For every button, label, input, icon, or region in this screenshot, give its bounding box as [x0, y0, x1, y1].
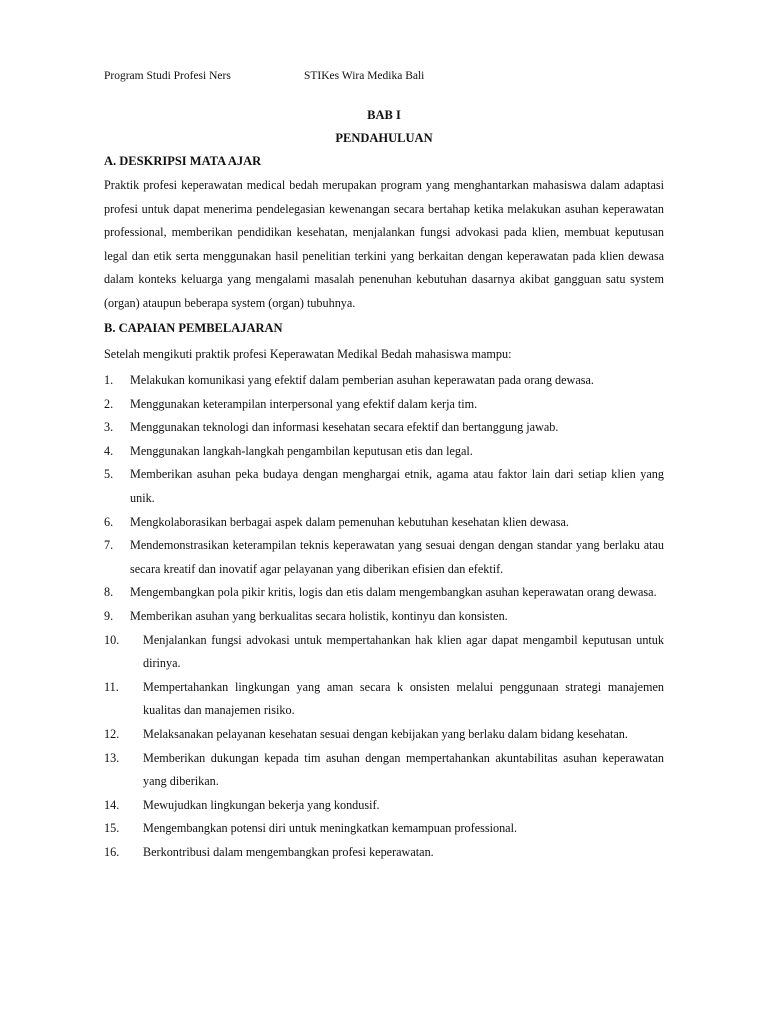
list-item	[104, 676, 664, 723]
list-item-text: Memberikan dukungan kepada tim asuhan dengan mempertahankan akuntabilitas asuhan keperawatan yang diberikan.	[143, 750, 664, 789]
list-item-text: Mendemonstrasikan keterampilan teknis keperawatan yang sesuai dengan dengan standar yang berlaku atau secara kreatif dan inovatif agar pelayanan yang diberikan efisien dan efektif.	[130, 538, 664, 576]
list-item-number: 7.	[104, 538, 114, 553]
header-program: Program Studi Profesi Ners	[104, 70, 231, 82]
list-item	[104, 841, 664, 865]
list-item-number: 6.	[104, 514, 114, 529]
chapter-title: PENDAHULUAN	[335, 131, 433, 145]
list-item-text: Melakukan komunikasi yang efektif dalam pemberian asuhan keperawatan pada orang dewasa.	[130, 373, 594, 387]
list-item-text: Mengkolaborasikan berbagai aspek dalam pemenuhan kebutuhan kesehatan klien dewasa.	[130, 514, 569, 529]
list-item-text: Mengembangkan potensi diri untuk meningkatkan kemampuan professional.	[143, 821, 518, 836]
list-item-number: 4.	[104, 443, 114, 458]
list-item-text: Berkontribusi dalam mengembangkan profesi keperawatan.	[143, 844, 434, 859]
list-item-number: 12.	[104, 726, 120, 741]
list-item-number: 2.	[104, 396, 114, 411]
list-item	[104, 369, 664, 393]
list-item-number: 16.	[104, 844, 120, 859]
list-item	[104, 534, 664, 581]
list-item	[104, 463, 664, 510]
list-item-text: Memberikan asuhan peka budaya dengan menghargai etnik, agama atau faktor lain dari setiap klien yang unik.	[130, 467, 664, 505]
list-item-text: Memberikan asuhan yang berkualitas secara holistik, kontinyu dan konsisten.	[130, 608, 508, 623]
section-b-intro: Setelah mengikuti praktik profesi Keperawatan Medikal Bedah mahasiswa mampu:	[104, 347, 512, 361]
list-item-text: Menjalankan fungsi advokasi untuk mempertahankan hak klien agar dapat mengambil keputusan untuk dirinya.	[143, 632, 664, 671]
list-item	[104, 511, 664, 535]
list-item-number: 3.	[104, 420, 114, 435]
list-item-number: 13.	[104, 750, 120, 765]
list-item-text: Menggunakan teknologi dan informasi kesehatan secara efektif dan bertanggung jawab.	[130, 420, 559, 435]
list-item-number: 1.	[104, 373, 114, 387]
list-item-number: 14.	[104, 797, 120, 812]
list-item-number: 5.	[104, 467, 114, 482]
section-b-heading: B. CAPAIAN PEMBELAJARAN	[104, 321, 283, 335]
list-item	[104, 723, 664, 747]
list-item	[104, 440, 664, 464]
list-item-text: Melaksanakan pelayanan kesehatan sesuai dengan kebijakan yang berlaku dalam bidang kesehatan.	[143, 726, 628, 741]
list-item-text: Menggunakan langkah-langkah pengambilan keputusan etis dan legal.	[130, 443, 473, 458]
list-item-number: 11.	[104, 679, 119, 694]
list-item-text: Mengembangkan pola pikir kritis, logis dan etis dalam mengembangkan asuhan keperawatan orang dewasa.	[130, 585, 657, 600]
list-item-number: 8.	[104, 585, 114, 600]
section-a-paragraph: Praktik profesi keperawatan medical bedah merupakan program yang menghantarkan mahasiswa dalam adaptasi profesi untuk dapat menerima pendelegasian kewenangan secara bertahap ketika melakukan asuhan keperawatan professional, memberikan pendidikan kesehatan, menjalankan fungsi advokasi pada klien, membuat keputusan legal dan etik serta menggunakan hasil penelitian terkini yang berkaitan dengan keperawatan pada klien dewasa dalam konteks keluarga yang mengalami masalah penenuhan kebutuhan dasarnya akibat gangguan satu system (organ) ataupun beberapa system (organ) tubuhnya.	[104, 178, 664, 310]
list-item	[104, 393, 664, 417]
list-item	[104, 817, 664, 841]
list-item-text: Mewujudkan lingkungan bekerja yang kondusif.	[143, 797, 380, 812]
section-a-heading: A. DESKRIPSI MATA AJAR	[104, 154, 262, 168]
list-item-number: 9.	[104, 608, 114, 623]
list-item-text: Mempertahankan lingkungan yang aman secara k onsisten melalui penggunaan strategi manajemen kualitas dan manajemen risiko.	[143, 679, 664, 718]
list-item	[104, 581, 664, 605]
list-item	[104, 747, 664, 794]
chapter-number: BAB I	[367, 108, 401, 122]
header-institution: STIKes Wira Medika Bali	[304, 70, 425, 82]
list-item	[104, 416, 664, 440]
list-item-text: Menggunakan keterampilan interpersonal yang efektif dalam kerja tim.	[130, 396, 478, 411]
list-item	[104, 794, 664, 818]
list-item	[104, 605, 664, 629]
list-item	[104, 629, 664, 676]
list-item-number: 10.	[104, 632, 120, 647]
learning-outcomes-list	[104, 369, 664, 864]
list-item-number: 15.	[104, 821, 120, 836]
